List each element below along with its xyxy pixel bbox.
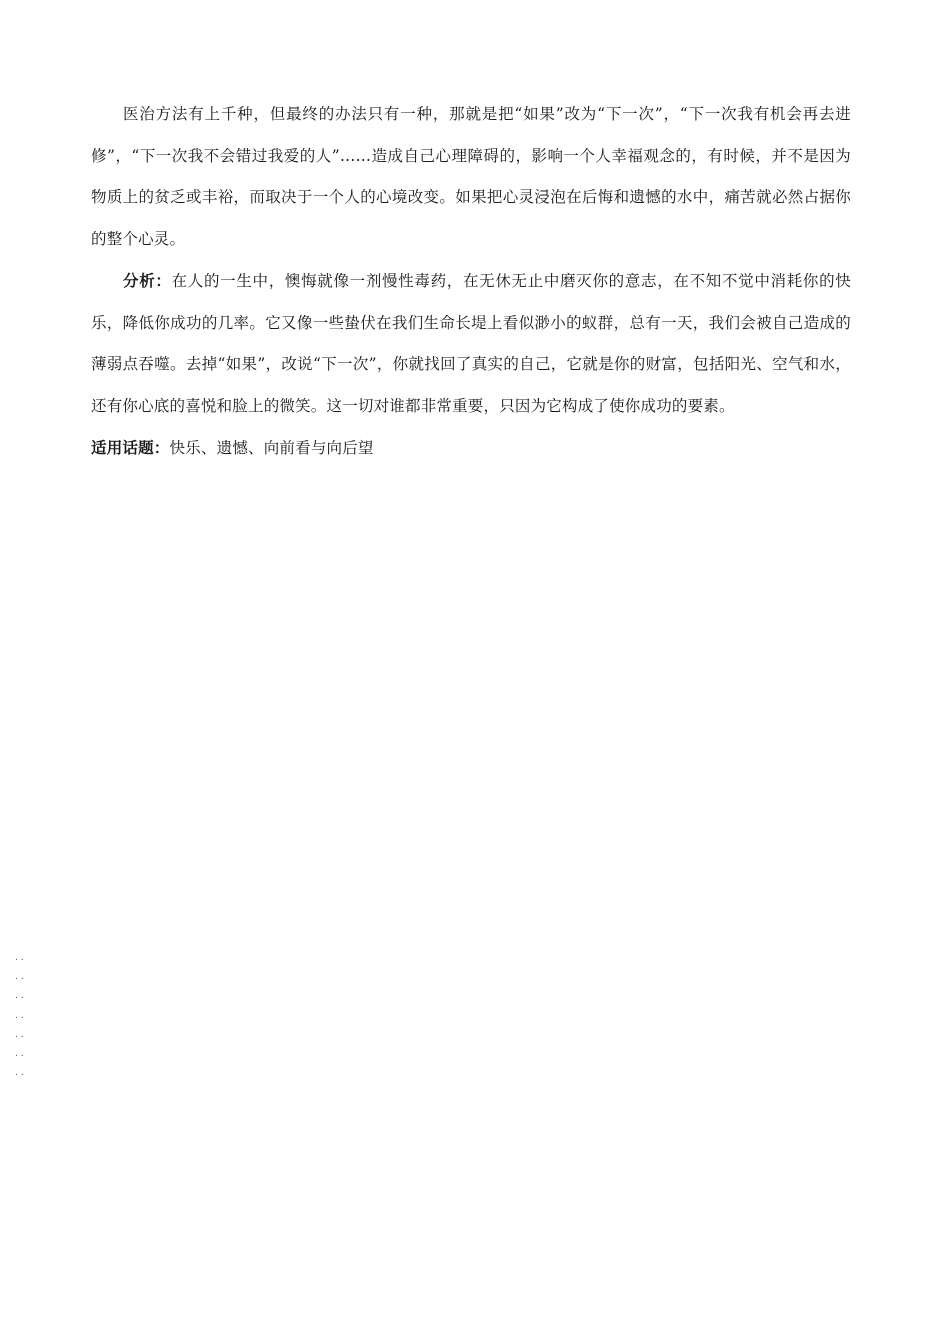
margin-mark: ..: [14, 1048, 26, 1058]
margin-mark: ..: [14, 1010, 26, 1020]
analysis-text: 在人的一生中，懊悔就像一剂慢性毒药，在无休无止中磨灭你的意志，在不知不觉中消耗你的快乐，降低你成功的几率。它又像一些蛰伏在我们生命长堤上看似渺小的蚁群，总有一天，我们会被自己造成的薄弱点吞噬。去掉“如果”，改说“下一次”，你就找回了真实的自己，它就是你的财富，包括阳光、空气和水，还有你心底的喜悦和脸上的微笑。这一切对谁都非常重要，只因为它构成了使你成功的要素。: [91, 272, 852, 415]
margin-mark: ..: [14, 1068, 26, 1078]
analysis-label: 分析：: [123, 271, 172, 290]
margin-mark: ..: [14, 1029, 26, 1039]
margin-mark: ..: [14, 991, 26, 1001]
margin-marks: [14, 948, 26, 1082]
topics-text: 快乐、遗憾、向前看与向后望: [169, 439, 374, 457]
margin-mark: ..: [14, 972, 26, 982]
topics-paragraph: [91, 427, 851, 470]
margin-mark: ..: [14, 953, 26, 962]
analysis-paragraph: [91, 260, 851, 427]
body-paragraph: [91, 94, 851, 260]
paragraph-text: 医治方法有上千种，但最终的办法只有一种，那就是把“如果”改为“下一次”，“下一次我有机会再去进修”，“下一次我不会错过我爱的人”……造成自己心理障碍的，影响一个人幸福观念的，有时候，并不是因为物质上的贫乏或丰裕，而取决于一个人的心境改变。如果把心灵浸泡在后悔和遗憾的水中，痛苦就必然占据你的整个心灵。: [91, 105, 851, 248]
document-body: [91, 94, 851, 470]
topics-label: 适用话题：: [91, 438, 170, 457]
